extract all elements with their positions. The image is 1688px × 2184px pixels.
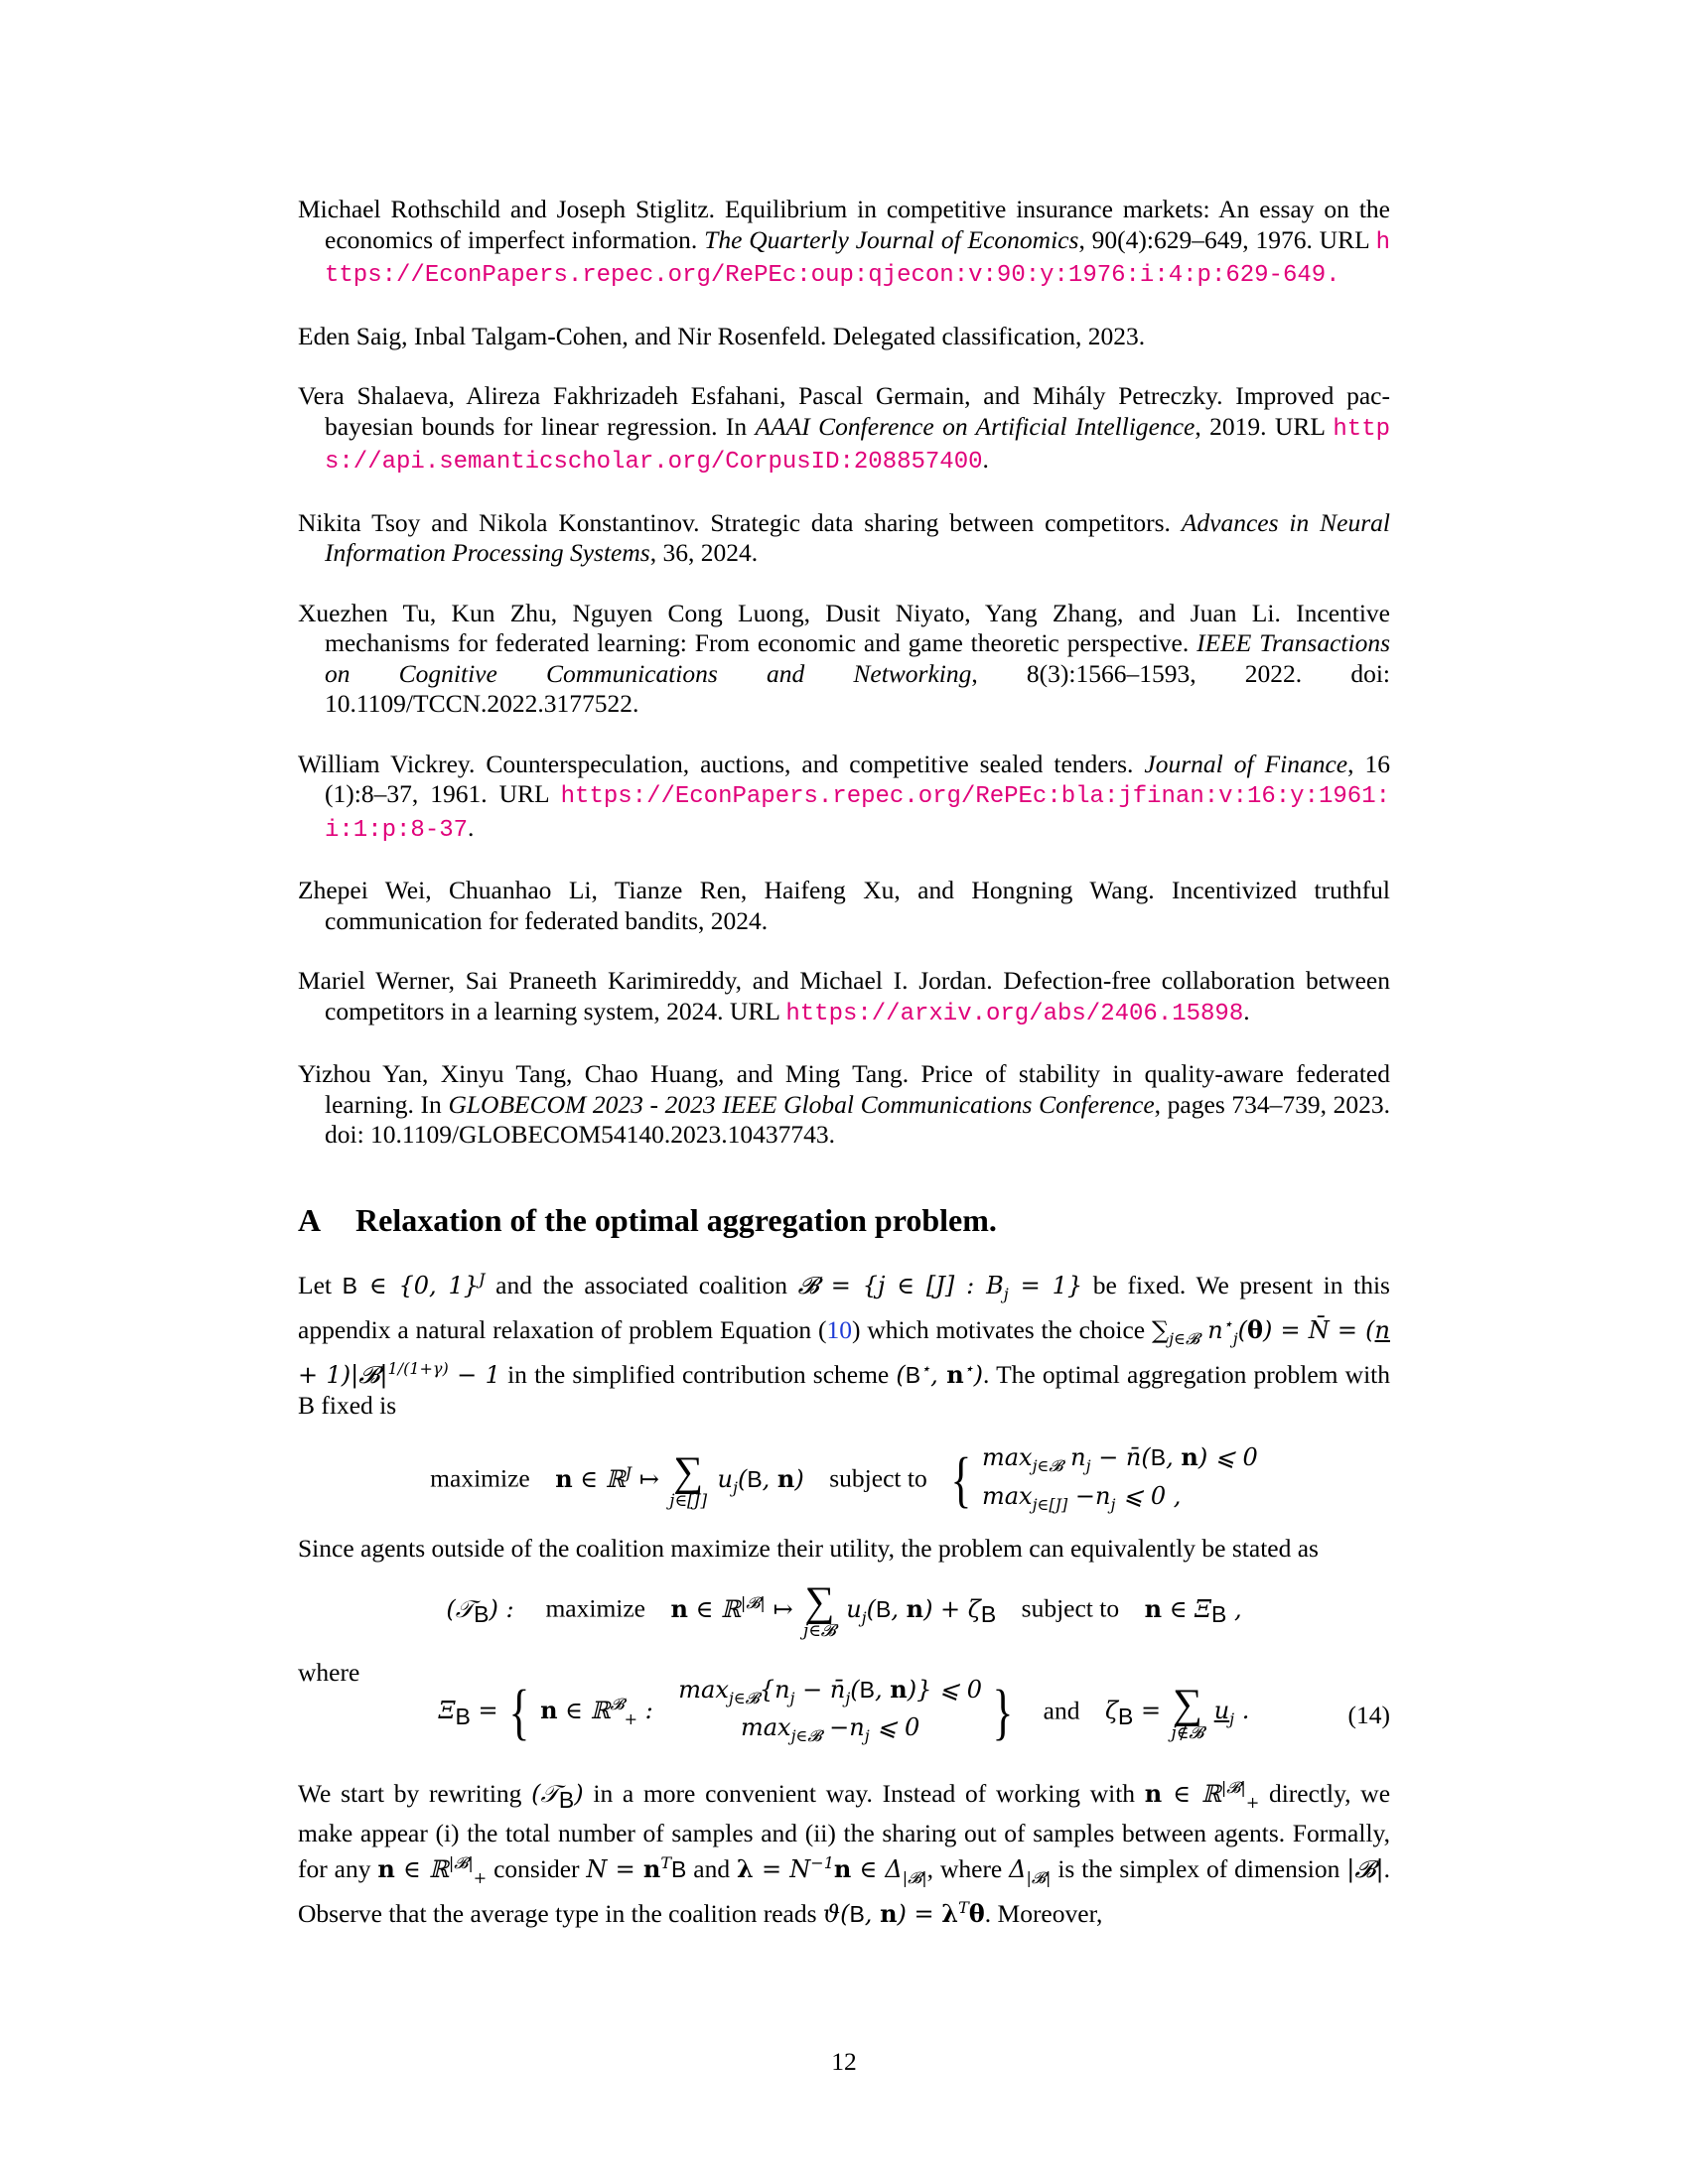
section-title: Relaxation of the optimal aggregation problem. bbox=[355, 1201, 997, 1238]
reference-url[interactable]: https://arxiv.org/abs/2406.15898 bbox=[785, 1000, 1244, 1027]
reference-url[interactable]: https://EconPapers.repec.org/RePEc:oup:qjecon:v:90:y:1976:i:4:p:629-649. bbox=[325, 228, 1390, 289]
reference-item: Nikita Tsoy and Nikola Konstantinov. Strategic data sharing between competitors. Advances in Neural Information Processing Systems, 36, 2024. bbox=[298, 507, 1390, 567]
math-inline: ϑ(B, $n) = \lambda^T\theta$ bbox=[822, 1898, 985, 1929]
math-inline: (B⋆, n⋆) bbox=[896, 1359, 984, 1390]
reference-item: Vera Shalaeva, Alireza Fakhrizadeh Esfahani, Pascal Germain, and Mihály Petreczky. Improved pac-bayesian bounds for linear regression. In AAAI Conference on Artificial Intelligence, 2019. URL https://api.semanticscholar.org/CorpusID:208857400. bbox=[298, 381, 1390, 476]
math-inline: 𝓑 = {j ∈ [J] : $B_j = 1$} bbox=[797, 1271, 1083, 1303]
reference-item: Mariel Werner, Sai Praneeth Karimireddy, and Michael I. Jordan. Defection-free collaboration between competitors in a learning system, 2024. URL https://arxiv.org/abs/2406.15898. bbox=[298, 966, 1390, 1027]
reference-item: Eden Saig, Inbal Talgam-Cohen, and Nir Rosenfeld. Delegated classification, 2023. bbox=[298, 321, 1146, 350]
math-inline: B ∈ {0, 1}$^J$ bbox=[342, 1269, 486, 1299]
equation-optimization: maximize n ∈ ℝ$^J$ ↦ ∑ j∈[J] $u_j(B$, n) subject to { $\max_{j\in 𝓑} n_j$ − n̄(B, n) ⩽ 0 $\max_{j\in[J]} -n_j$ ⩽ 0 , bbox=[430, 1442, 1258, 1515]
math-inline: $\Delta_{|𝓑|}$ bbox=[1009, 1855, 1052, 1887]
math-inline: $N = n^TB$ bbox=[586, 1853, 687, 1884]
reference-url[interactable]: https://api.semanticscholar.org/CorpusID:208857400 bbox=[325, 415, 1390, 476]
paragraph: Since agents outside of the coalition maximize their utility, the problem can equivalently be stated as bbox=[298, 1533, 1319, 1563]
equation-reformulated: (𝒯$_B$) : maximize n ∈ ℝ$^{|𝓑|}$ ↦ ∑ j∈𝓑 $u_j(B$, $n) + \zeta_B$ subject to n ∈ $\Xi_B$ , bbox=[446, 1579, 1242, 1642]
reference-item: William Vickrey. Counterspeculation, auctions, and competitive sealed tenders. Journal of Finance, 16 (1):8–37, 1961. URL https://EconPapers.repec.org/RePEc:bla:jfinan:v:16:y:1961:i:1:p:8-37. bbox=[298, 749, 1391, 844]
paper-page bbox=[298, 195, 1390, 1930]
math-inline: n ∈ ℝ$^{|𝓑|}_+$ bbox=[1144, 1778, 1260, 1813]
equation-14: $\Xi_B$ = { n ∈ ℝ$^𝓑_+$ : $\max_{j\in 𝓑}\{n_j$ − $n̄_j(B$, n)} ⩽ 0 $\max_{j\in 𝓑} -n_j$ ⩽ 0 } and $\zeta_B$ = ∑ j∉𝓑 $u_j$ . (14) bbox=[438, 1674, 1390, 1746]
reference-item: Xuezhen Tu, Kun Zhu, Nguyen Cong Luong, Dusit Niyato, Yang Zhang, and Juan Li. Incentive mechanisms for federated learning: From economic and game theoretic perspective. IEEE Transactions on Cognitive Communications and Networking, 8(3):1566–1593, 2022. doi: 10.1109/TCCN.2022.3177522. bbox=[298, 598, 1390, 718]
math-inline: (𝒯$_B$) bbox=[531, 1780, 584, 1814]
math-inline: n ∈ ℝ$^{|𝓑|}_+$ bbox=[377, 1853, 488, 1887]
reference-item: Michael Rothschild and Joseph Stiglitz. Equilibrium in competitive insurance markets: An essay on the economics of imperfect information. The Quarterly Journal of Economics, 90(4):629–649, 1976. URL https://EconPapers.repec.org/RePEc:oup:qjecon:v:90:y:1976:i:4:p:629-649. bbox=[298, 195, 1390, 289]
reference-list bbox=[298, 195, 1390, 1151]
reference-item: Zhepei Wei, Chuanhao Li, Tianze Ren, Haifeng Xu, and Hongning Wang. Incentivized truthful communication for federated bandits, 2024. bbox=[298, 876, 1390, 935]
section-number: A bbox=[298, 1201, 322, 1238]
paragraph: where bbox=[298, 1658, 360, 1688]
math-inline: $\lambda = N^{-1}n$ ∈ $\Delta_{|𝓑|}$ bbox=[737, 1853, 927, 1887]
equation-number: (14) bbox=[1347, 1700, 1390, 1729]
reference-url[interactable]: https://EconPapers.repec.org/RePEc:bla:jfinan:v:16:y:1961:i:1:p:8-37 bbox=[325, 783, 1390, 844]
equation-link[interactable]: 10 bbox=[826, 1314, 852, 1344]
section-heading bbox=[298, 1202, 1390, 1239]
page-number: 12 bbox=[831, 2047, 857, 2076]
paragraph: We start by rewriting (𝒯$_B$) in a more convenient way. Instead of working with n ∈ ℝ$^{|𝓑|}_+$ directly, we make appear (i) the total number of samples and (ii) the sharing out of samples between agents. Formally, for any n ∈ ℝ$^{|𝓑|}_+$ consider $N = n^TB$ and $\lambda = N^{-1}n$ ∈ $\Delta_{|𝓑|}$, where $\Delta_{|𝓑|}$ is the simplex of dimension |𝓑|. Observe that the average type in the coalition reads ϑ(B, $n) = \lambda^T\theta$. Moreover, bbox=[298, 1778, 1391, 1929]
reference-item: Yizhou Yan, Xinyu Tang, Chao Huang, and Ming Tang. Price of stability in quality-aware federated learning. In GLOBECOM 2023 - 2023 IEEE Global Communications Conference, pages 734–739, 2023. doi: 10.1109/GLOBECOM54140.2023.10437743. bbox=[298, 1059, 1391, 1149]
math-inline: $\sum_{j\in 𝓑}$ $n^⋆_j(\theta)$ = N̄ = $(n + 1)|𝓑|^{1/(1+\gamma)} - 1$ bbox=[298, 1313, 1390, 1390]
math-inline: |𝓑| bbox=[1346, 1855, 1384, 1884]
paragraph: Let B ∈ {0, 1}$^J$ and the associated coalition 𝓑 = {j ∈ [J] : $B_j = 1$} be fixed. We present in this appendix a natural relaxation of problem Equation (10) which motivates the choice $\sum_{j\in 𝓑}$ $n^⋆_j(\theta)$ = N̄ = $(n + 1)|𝓑|^{1/(1+\gamma)} - 1$ in the simplified contribution scheme (B⋆, n⋆). The optimal aggregation problem with B fixed is bbox=[298, 1269, 1390, 1420]
